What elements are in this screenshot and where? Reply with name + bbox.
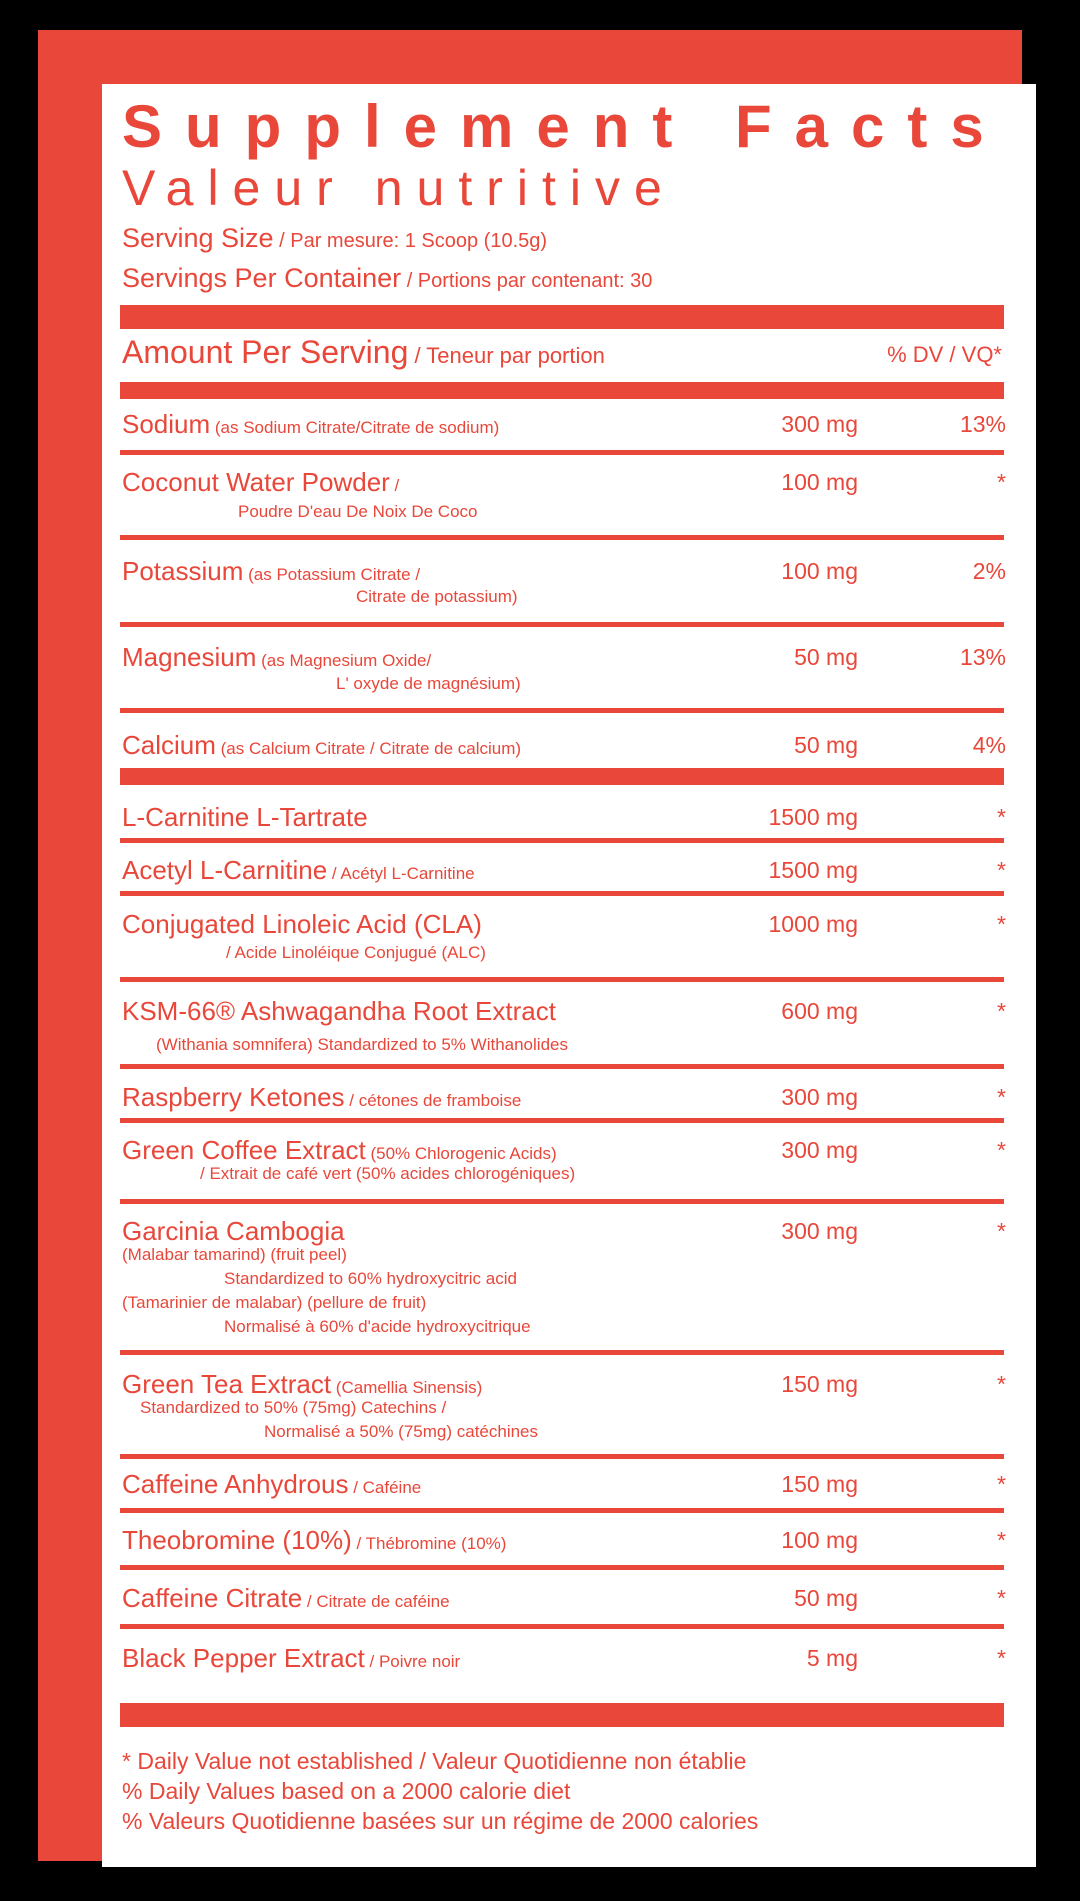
nutrient-name bbox=[122, 802, 368, 836]
serving-size-label: Serving Size bbox=[122, 223, 274, 253]
nutrient-subtitle: / Acétyl L-Carnitine bbox=[327, 864, 475, 883]
nutrient-title: Green Tea Extract bbox=[122, 1369, 332, 1399]
nutrient-amount: 300 mg bbox=[781, 1137, 858, 1163]
title: Supplement Facts bbox=[122, 93, 1007, 160]
nutrient-detail: Citrate de potassium) bbox=[356, 587, 518, 606]
serving-size-text: / Par mesure: 1 Scoop (10.5g) bbox=[273, 230, 548, 252]
nutrient-dv: * bbox=[997, 911, 1006, 937]
nutrient-dv: * bbox=[997, 1084, 1006, 1110]
subtitle: Valeur nutritive bbox=[122, 160, 676, 216]
servings-per-container-text: / Portions par contenant: 30 bbox=[401, 270, 653, 292]
nutrient-name bbox=[122, 467, 399, 501]
nutrient-detail: Standardized to 50% (75mg) Catechins / bbox=[140, 1398, 447, 1417]
nutrient-amount: 300 mg bbox=[781, 1084, 858, 1110]
footnote-line: % Valeurs Quotidienne basées sur un régime de 2000 calories bbox=[122, 1808, 759, 1834]
nutrient-dv: * bbox=[997, 1218, 1006, 1244]
nutrient-title: Black Pepper Extract bbox=[122, 1643, 365, 1673]
nutrient-dv: 4% bbox=[972, 732, 1006, 758]
nutrient-dv: * bbox=[997, 1527, 1006, 1553]
nutrient-detail: / Extrait de café vert (50% acides chlorogéniques) bbox=[200, 1164, 576, 1183]
nutrient-amount: 100 mg bbox=[781, 558, 858, 584]
nutrient-title: Garcinia Cambogia bbox=[122, 1216, 345, 1246]
nutrient-title: Theobromine (10%) bbox=[122, 1525, 352, 1555]
row-divider bbox=[120, 1565, 1004, 1570]
nutrient-detail: (Tamarinier de malabar) (pellure de fruit) bbox=[122, 1293, 427, 1312]
nutrient-amount: 600 mg bbox=[781, 998, 858, 1024]
divider-bar bbox=[120, 305, 1004, 329]
row-divider bbox=[120, 1199, 1004, 1204]
row-divider bbox=[120, 1508, 1004, 1513]
nutrient-name bbox=[122, 855, 475, 889]
nutrient-name bbox=[122, 1643, 460, 1677]
nutrient-detail: Poudre D'eau De Noix De Coco bbox=[238, 502, 478, 521]
nutrient-amount: 100 mg bbox=[781, 469, 858, 495]
row-divider bbox=[120, 1624, 1004, 1629]
nutrient-dv: * bbox=[997, 1585, 1006, 1611]
servings-per-container bbox=[122, 264, 652, 295]
nutrient-amount: 300 mg bbox=[781, 411, 858, 437]
nutrient-subtitle: / bbox=[389, 476, 400, 495]
row-divider bbox=[120, 450, 1004, 455]
nutrient-name bbox=[122, 1082, 521, 1116]
nutrient-name bbox=[122, 556, 420, 590]
footnotes bbox=[122, 1746, 758, 1836]
nutrient-subtitle: / Poivre noir bbox=[364, 1652, 461, 1671]
nutrient-detail: / Acide Linoléique Conjugué (ALC) bbox=[226, 943, 486, 962]
nutrient-dv: 13% bbox=[959, 644, 1006, 670]
nutrient-title: Potassium bbox=[122, 556, 244, 586]
nutrient-name bbox=[122, 409, 499, 443]
nutrient-subtitle: (as Potassium Citrate / bbox=[243, 565, 421, 584]
row-divider bbox=[120, 1454, 1004, 1459]
nutrient-dv: * bbox=[997, 1471, 1006, 1497]
nutrient-name bbox=[122, 996, 556, 1030]
nutrient-title: Calcium bbox=[122, 730, 216, 760]
nutrient-title: Caffeine Anhydrous bbox=[122, 1469, 349, 1499]
row-divider bbox=[120, 1064, 1004, 1069]
nutrient-name bbox=[122, 730, 521, 764]
nutrient-subtitle: (as Sodium Citrate/Citrate de sodium) bbox=[210, 418, 500, 437]
nutrient-subtitle: / Thébromine (10%) bbox=[351, 1534, 507, 1553]
footnote-line: % Daily Values based on a 2000 calorie diet bbox=[122, 1778, 571, 1804]
row-divider bbox=[120, 535, 1004, 540]
daily-value-header: % DV / VQ* bbox=[887, 342, 1002, 367]
row-divider bbox=[120, 622, 1004, 627]
nutrient-dv: 13% bbox=[959, 411, 1006, 437]
footnote-line: * Daily Value not established / Valeur Quotidienne non établie bbox=[122, 1748, 747, 1774]
amount-per-serving-sub: / Teneur par portion bbox=[408, 343, 605, 368]
nutrient-detail: L' oxyde de magnésium) bbox=[336, 674, 521, 693]
nutrient-title: Conjugated Linoleic Acid (CLA) bbox=[122, 909, 482, 939]
nutrient-title: L-Carnitine L-Tartrate bbox=[122, 802, 368, 832]
nutrient-amount: 100 mg bbox=[781, 1527, 858, 1553]
nutrient-dv: * bbox=[997, 1645, 1006, 1671]
nutrient-amount: 150 mg bbox=[781, 1371, 858, 1397]
nutrient-detail: Normalisé a 50% (75mg) catéchines bbox=[264, 1422, 539, 1441]
divider-bar bbox=[120, 768, 1004, 785]
nutrient-subtitle: / Caféine bbox=[348, 1478, 422, 1497]
row-divider bbox=[120, 838, 1004, 843]
nutrient-subtitle: (as Calcium Citrate / Citrate de calcium) bbox=[215, 739, 522, 758]
nutrient-dv: 2% bbox=[972, 558, 1006, 584]
row-divider bbox=[120, 1118, 1004, 1123]
nutrient-amount: 50 mg bbox=[794, 732, 858, 758]
nutrient-title: Raspberry Ketones bbox=[122, 1082, 345, 1112]
nutrient-amount: 50 mg bbox=[794, 1585, 858, 1611]
row-divider bbox=[120, 977, 1004, 982]
supplement-facts-panel bbox=[102, 84, 1036, 1867]
nutrient-amount: 50 mg bbox=[794, 644, 858, 670]
row-divider bbox=[120, 708, 1004, 713]
serving-size bbox=[122, 224, 547, 255]
nutrient-title: Green Coffee Extract bbox=[122, 1135, 366, 1165]
nutrient-dv: * bbox=[997, 804, 1006, 830]
nutrient-subtitle: / cétones de framboise bbox=[344, 1091, 522, 1110]
nutrient-dv: * bbox=[997, 469, 1006, 495]
nutrient-amount: 150 mg bbox=[781, 1471, 858, 1497]
nutrient-dv: * bbox=[997, 998, 1006, 1024]
nutrient-title: Sodium bbox=[122, 409, 211, 439]
nutrient-subtitle: (as Magnesium Oxide/ bbox=[256, 651, 432, 670]
nutrient-detail: Standardized to 60% hydroxycitric acid bbox=[224, 1269, 517, 1288]
amount-per-serving-header bbox=[122, 336, 605, 372]
nutrient-subtitle: (Camellia Sinensis) bbox=[331, 1378, 483, 1397]
nutrient-dv: * bbox=[997, 1137, 1006, 1163]
nutrient-subtitle: (50% Chlorogenic Acids) bbox=[365, 1144, 557, 1163]
nutrient-amount: 1000 mg bbox=[768, 911, 858, 937]
nutrient-name bbox=[122, 642, 431, 676]
servings-per-container-label: Servings Per Container bbox=[122, 263, 402, 293]
nutrient-detail: Normalisé à 60% d'acide hydroxycitrique bbox=[224, 1317, 531, 1336]
nutrient-detail: (Withania somnifera) Standardized to 5% Withanolides bbox=[156, 1035, 568, 1054]
nutrient-detail: (Malabar tamarind) (fruit peel) bbox=[122, 1245, 347, 1264]
nutrient-dv: * bbox=[997, 1371, 1006, 1397]
nutrient-amount: 300 mg bbox=[781, 1218, 858, 1244]
nutrient-title: Coconut Water Powder bbox=[122, 467, 390, 497]
label-frame bbox=[38, 30, 1022, 1861]
nutrient-title: KSM-66® Ashwagandha Root Extract bbox=[122, 996, 556, 1026]
nutrient-name bbox=[122, 1583, 450, 1617]
nutrient-name bbox=[122, 1469, 421, 1503]
nutrient-title: Magnesium bbox=[122, 642, 257, 672]
nutrient-name bbox=[122, 909, 482, 943]
divider-bar bbox=[120, 382, 1004, 399]
row-divider bbox=[120, 1350, 1004, 1355]
nutrient-name bbox=[122, 1525, 506, 1559]
amount-per-serving-label: Amount Per Serving bbox=[122, 334, 409, 370]
row-divider bbox=[120, 891, 1004, 896]
nutrient-dv: * bbox=[997, 857, 1006, 883]
nutrient-title: Caffeine Citrate bbox=[122, 1583, 303, 1613]
nutrient-amount: 1500 mg bbox=[768, 804, 858, 830]
nutrient-amount: 5 mg bbox=[806, 1645, 858, 1671]
divider-bar bbox=[120, 1703, 1004, 1727]
nutrient-subtitle: / Citrate de caféine bbox=[302, 1592, 450, 1611]
nutrient-amount: 1500 mg bbox=[768, 857, 858, 883]
nutrient-title: Acetyl L-Carnitine bbox=[122, 855, 328, 885]
